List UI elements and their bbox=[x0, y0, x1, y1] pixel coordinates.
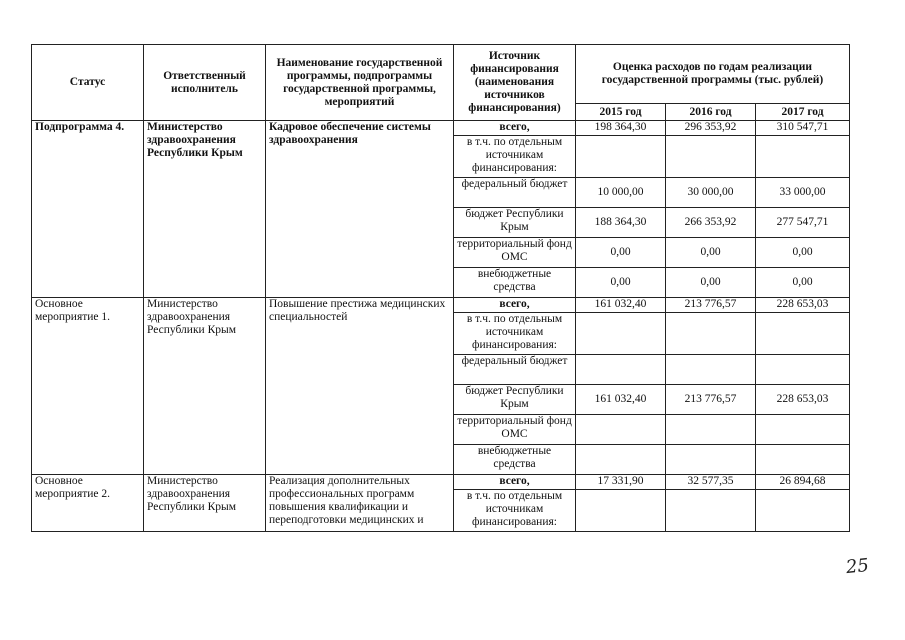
amount-2016: 0,00 bbox=[666, 268, 756, 298]
amount-2015: 0,00 bbox=[576, 238, 666, 268]
amount-2015 bbox=[576, 415, 666, 445]
amount-2016: 296 353,92 bbox=[666, 121, 756, 136]
amount-2015 bbox=[576, 445, 666, 475]
amount-2016 bbox=[666, 415, 756, 445]
funding-source: бюджет Республики Крым bbox=[454, 385, 576, 415]
funding-source: внебюджетные средства bbox=[454, 445, 576, 475]
amount-2015 bbox=[576, 490, 666, 532]
header-year-2017: 2017 год bbox=[756, 104, 850, 121]
amount-2016 bbox=[666, 136, 756, 178]
amount-2016 bbox=[666, 490, 756, 532]
budget-table bbox=[31, 44, 850, 532]
funding-source: внебюджетные средства bbox=[454, 268, 576, 298]
amount-2017 bbox=[756, 313, 850, 355]
amount-2017 bbox=[756, 490, 850, 532]
header-status: Статус bbox=[32, 45, 144, 121]
amount-2015 bbox=[576, 313, 666, 355]
amount-2016: 266 353,92 bbox=[666, 208, 756, 238]
amount-2017: 228 653,03 bbox=[756, 298, 850, 313]
section-status: Основное мероприятие 1. bbox=[32, 298, 144, 475]
amount-2015: 198 364,30 bbox=[576, 121, 666, 136]
section-status: Основное мероприятие 2. bbox=[32, 475, 144, 532]
table-row bbox=[32, 121, 850, 136]
amount-2016: 213 776,57 bbox=[666, 298, 756, 313]
amount-2016 bbox=[666, 313, 756, 355]
header-name: Наименование государственной программы, подпрограммы государственной программы, мероприятий bbox=[266, 45, 454, 121]
table-row bbox=[32, 298, 850, 313]
amount-2017 bbox=[756, 136, 850, 178]
amount-2017 bbox=[756, 415, 850, 445]
amount-2015 bbox=[576, 136, 666, 178]
amount-2017: 0,00 bbox=[756, 268, 850, 298]
header-estimate: Оценка расходов по годам реализации государственной программы (тыс. рублей) bbox=[576, 45, 850, 104]
header-source: Источник финансирования (наименования источников финансирования) bbox=[454, 45, 576, 121]
amount-2015: 17 331,90 bbox=[576, 475, 666, 490]
funding-source: территориальный фонд ОМС bbox=[454, 415, 576, 445]
funding-source: территориальный фонд ОМС bbox=[454, 238, 576, 268]
table-row bbox=[32, 475, 850, 490]
header-year-2016: 2016 год bbox=[666, 104, 756, 121]
funding-source: в т.ч. по отдельным источникам финансирования: bbox=[454, 136, 576, 178]
section-executor: Министерство здравоохранения Республики Крым bbox=[144, 298, 266, 475]
amount-2016 bbox=[666, 355, 756, 385]
amount-2015: 161 032,40 bbox=[576, 385, 666, 415]
amount-2016: 30 000,00 bbox=[666, 178, 756, 208]
header-executor: Ответственный исполнитель bbox=[144, 45, 266, 121]
funding-source: в т.ч. по отдельным источникам финансирования: bbox=[454, 313, 576, 355]
funding-source: федеральный бюджет bbox=[454, 178, 576, 208]
section-name: Повышение престижа медицинских специальностей bbox=[266, 298, 454, 475]
section-executor: Министерство здравоохранения Республики Крым bbox=[144, 475, 266, 532]
amount-2017: 26 894,68 bbox=[756, 475, 850, 490]
amount-2016: 32 577,35 bbox=[666, 475, 756, 490]
amount-2016: 0,00 bbox=[666, 238, 756, 268]
amount-2017 bbox=[756, 355, 850, 385]
section-name: Кадровое обеспечение системы здравоохранения bbox=[266, 121, 454, 298]
table-body bbox=[32, 121, 850, 532]
page-number: 25 bbox=[844, 554, 870, 579]
amount-2015: 161 032,40 bbox=[576, 298, 666, 313]
amount-2017: 228 653,03 bbox=[756, 385, 850, 415]
funding-source: в т.ч. по отдельным источникам финансирования: bbox=[454, 490, 576, 532]
amount-2016 bbox=[666, 445, 756, 475]
section-status: Подпрограмма 4. bbox=[32, 121, 144, 298]
amount-2016: 213 776,57 bbox=[666, 385, 756, 415]
header-year-2015: 2015 год bbox=[576, 104, 666, 121]
section-executor: Министерство здравоохранения Республики Крым bbox=[144, 121, 266, 298]
funding-source: бюджет Республики Крым bbox=[454, 208, 576, 238]
section-name: Реализация дополнительных профессиональных программ повышения квалификации и переподготовки медицинских и bbox=[266, 475, 454, 532]
amount-2015 bbox=[576, 355, 666, 385]
amount-2017: 0,00 bbox=[756, 238, 850, 268]
amount-2017: 310 547,71 bbox=[756, 121, 850, 136]
amount-2017: 277 547,71 bbox=[756, 208, 850, 238]
funding-source: всего, bbox=[454, 475, 576, 490]
amount-2017 bbox=[756, 445, 850, 475]
amount-2017: 33 000,00 bbox=[756, 178, 850, 208]
funding-source: федеральный бюджет bbox=[454, 355, 576, 385]
amount-2015: 0,00 bbox=[576, 268, 666, 298]
funding-source: всего, bbox=[454, 298, 576, 313]
funding-source: всего, bbox=[454, 121, 576, 136]
amount-2015: 188 364,30 bbox=[576, 208, 666, 238]
amount-2015: 10 000,00 bbox=[576, 178, 666, 208]
